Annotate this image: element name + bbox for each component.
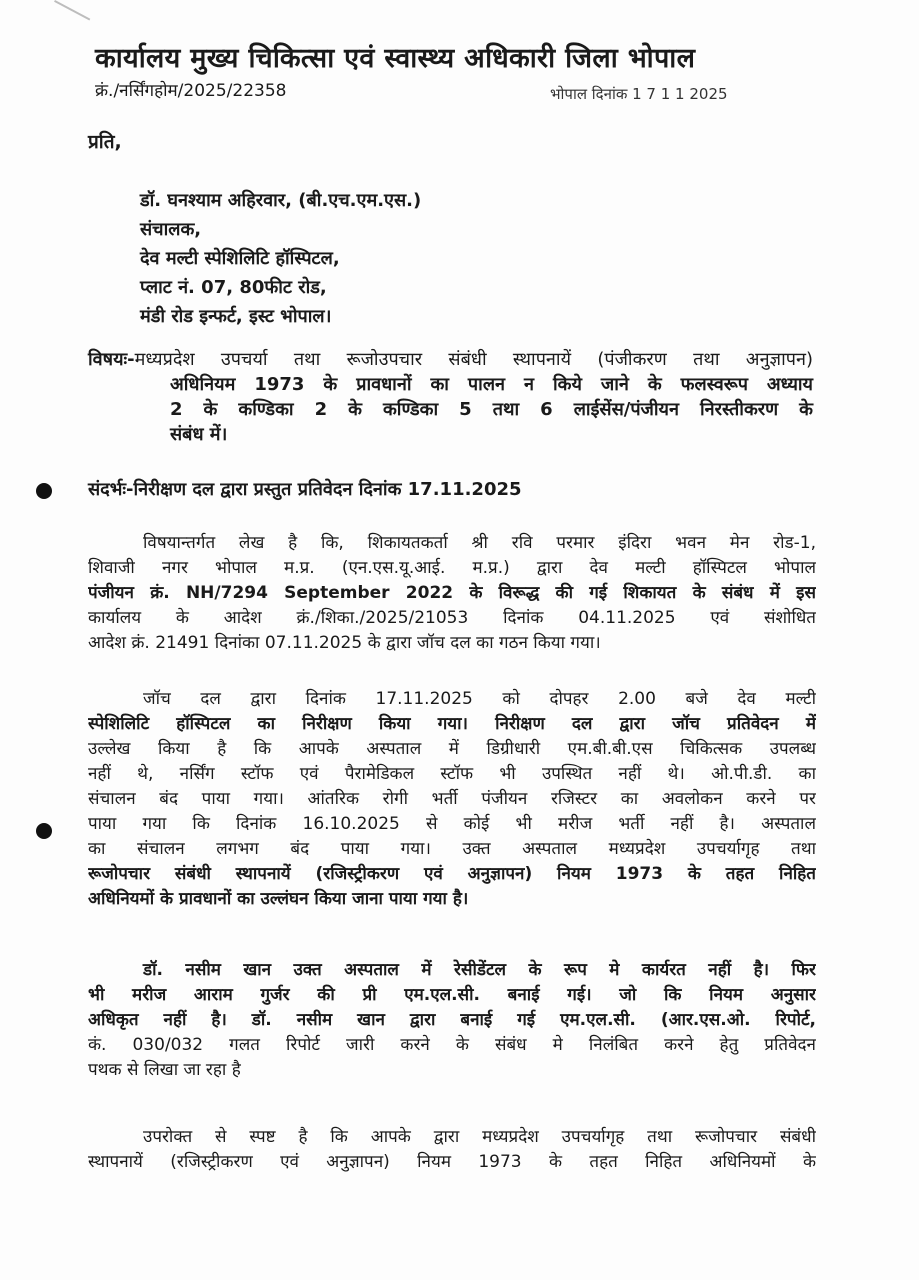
paragraph-line: नहीं थे, नर्सिंग स्टॉफ एवं पैरामेडिकल स्टॉफ भी उपस्थित नहीं थे। ओ.पी.डी. का [88,764,816,784]
place-and-date: भोपाल दिनांक 1 7 1 1 2025 [550,85,728,103]
body-paragraph [88,1125,816,1175]
office-title: कार्यालय मुख्य चिकित्सा एवं स्वास्थ्य अधिकारी जिला भोपाल [95,43,696,74]
subject-line: अधिनियम 1973 के प्रावधानों का पालन न किये जाने के फलस्वरूप अध्याय [170,374,813,395]
paragraph-line: जॉच दल द्वारा दिनांक 17.11.2025 को दोपहर 2.00 बजे देव मल्टी [143,689,816,709]
body-paragraph [88,958,816,1083]
reference-line: संदर्भः-निरीक्षण दल द्वारा प्रस्तुत प्रतिवेदन दिनांक 17.11.2025 [88,479,522,500]
paragraph-line: पंजीयन क्रं. NH/7294 September 2022 के विरूद्ध की गई शिकायत के संबंध में इस [88,583,816,603]
subject-label: विषयः- [88,349,135,370]
subject-line [88,347,813,372]
paragraph-line: स्पेशिलिटि हॉस्पिटल का निरीक्षण किया गया। निरीक्षण दल द्वारा जॉच प्रतिवेदन में [88,714,816,734]
paragraph-line: पाया गया कि दिनांक 16.10.2025 से कोई भी मरीज भर्ती नहीं है। अस्पताल [88,814,816,834]
subject-text: मध्यप्रदेश उपचर्या तथा रूजोउपचार संबंधी स्थापनायें (पंजीकरण तथा अनुज्ञापन) [134,349,813,370]
address-line: संचालक, [140,219,202,240]
paragraph-line: रूजोपचार संबंधी स्थापनायें (रजिस्ट्रीकरण एवं अनुज्ञापन) नियम 1973 के तहत निहित [88,864,816,884]
salutation: प्रति, [88,131,122,153]
subject-line: संबंध में। [170,424,228,445]
paragraph-line: का संचालन लगभग बंद पाया गया। उक्त अस्पताल मध्यप्रदेश उपचर्यागृह तथा [88,839,816,859]
margin-bullet-mark [36,823,52,839]
reference-number: क्रं./नर्सिंगहोम/2025/22358 [95,81,287,101]
paper-fold-mark [54,0,90,21]
paragraph-line: कं. 030/032 गलत रिपोर्ट जारी करने के संबंध मे निलंबित करने हेतु प्रतिवेदन [88,1035,816,1055]
address-line: डॉ. घनश्याम अहिरवार, (बी.एच.एम.एस.) [140,190,422,211]
recipient-address [140,186,421,331]
address-line: प्लाट नं. 07, 80फीट रोड, [140,277,327,298]
body-paragraph [88,531,816,656]
paragraph-line: विषयान्तर्गत लेख है कि, शिकायतकर्ता श्री रवि परमार इंदिरा भवन मेन रोड-1, [143,533,816,553]
paragraph-line: अधिकृत नहीं है। डॉ. नसीम खान द्वारा बनाई गई एम.एल.सी. (आर.एस.ओ. रिपोर्ट, [88,1010,816,1030]
address-line: देव मल्टी स्पेशिलिटि हॉस्पिटल, [140,248,340,269]
paragraph-line: उपरोक्त से स्पष्ट है कि आपके द्वारा मध्यप्रदेश उपचर्यागृह तथा रूजोपचार संबंधी [143,1127,816,1147]
paragraph-line: डॉ. नसीम खान उक्त अस्पताल में रेसीडेंटल के रूप मे कार्यरत नहीं है। फिर [143,960,816,980]
margin-bullet-mark [36,483,52,499]
subject-block [88,347,813,447]
paragraph-line: संचालन बंद पाया गया। आंतरिक रोगी भर्ती पंजीयन रजिस्टर का अवलोकन करने पर [88,789,816,809]
body-paragraph [88,687,816,912]
paragraph-line: स्थापनायें (रजिस्ट्रीकरण एवं अनुज्ञापन) नियम 1973 के तहत निहित अधिनियमों के [88,1152,816,1172]
paragraph-line: पथक से लिखा जा रहा है [88,1060,241,1080]
paragraph-line: शिवाजी नगर भोपाल म.प्र. (एन.एस.यू.आई. म.प्र.) द्वारा देव मल्टी हॉस्पिटल भोपाल [88,558,816,578]
paragraph-line: कार्यालय के आदेश क्रं./शिका./2025/21053 दिनांक 04.11.2025 एवं संशोधित [88,608,816,628]
paragraph-line: उल्लेख किया है कि आपके अस्पताल में डिग्रीधारी एम.बी.बी.एस चिकित्सक उपलब्ध [88,739,816,759]
paragraph-line: आदेश क्रं. 21491 दिनांका 07.11.2025 के द्वारा जॉच दल का गठन किया गया। [88,633,601,653]
address-line: मंडी रोड इन्फर्ट, इस्ट भोपाल। [140,306,332,327]
paragraph-line: भी मरीज आराम गुर्जर की प्री एम.एल.सी. बनाई गई। जो कि नियम अनुसार [88,985,816,1005]
paragraph-line: अधिनियमों के प्रावधानों का उल्लंघन किया जाना पाया गया है। [88,889,469,909]
subject-line: 2 के कण्डिका 2 के कण्डिका 5 तथा 6 लाईसेंस/पंजीयन निरस्तीकरण के [170,399,813,420]
